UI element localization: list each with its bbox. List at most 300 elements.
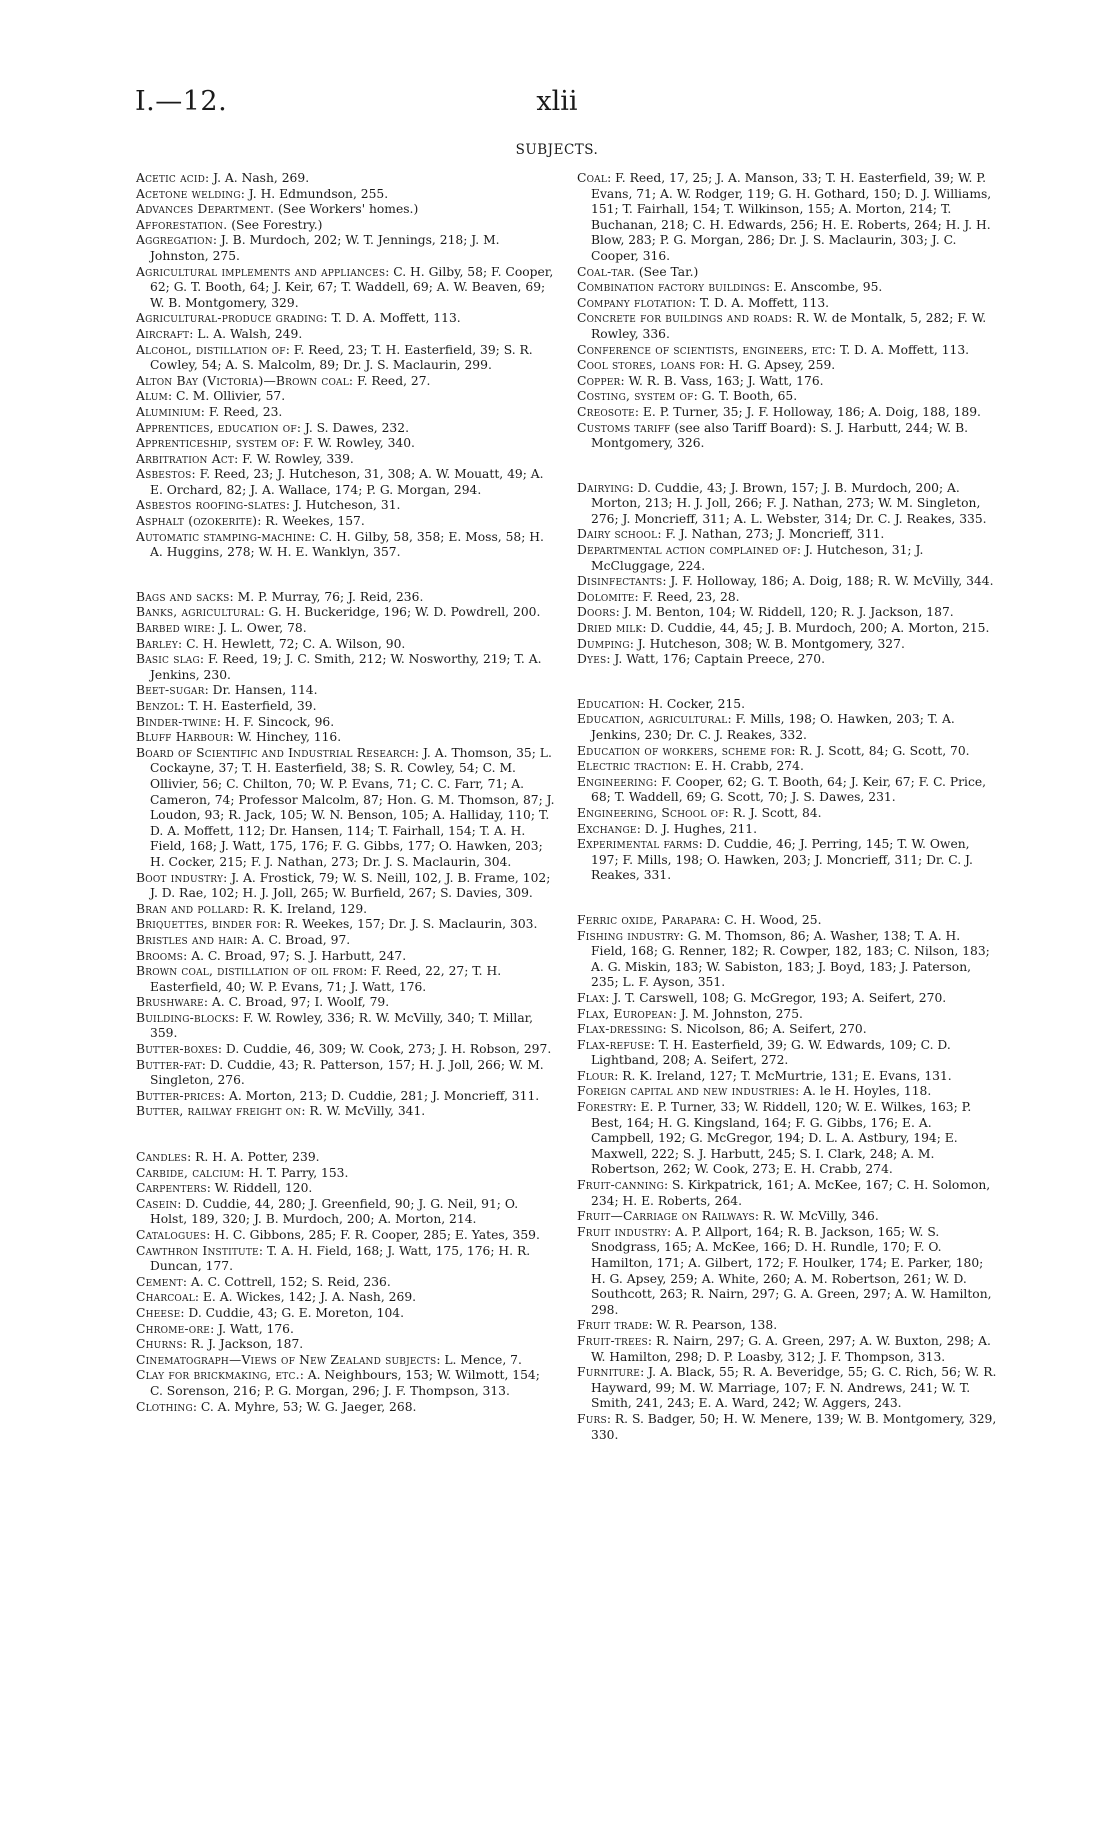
entry-heading: Education, agricultural bbox=[577, 712, 728, 727]
index-entry bbox=[136, 1089, 556, 1105]
entry-heading: Dolomite bbox=[577, 589, 635, 604]
index-entry bbox=[136, 405, 556, 421]
entry-references: : F. W. Rowley, 336; R. W. McVilly, 340; T. Millar, 359. bbox=[150, 1010, 534, 1041]
entry-references: : F. W. Rowley, 339. bbox=[234, 451, 354, 466]
entry-heading: Brushware bbox=[136, 995, 204, 1010]
index-entry bbox=[577, 822, 997, 838]
index-entry bbox=[136, 1400, 556, 1416]
entry-heading: Conference of scientists, engineers, etc bbox=[577, 342, 832, 357]
index-entry bbox=[577, 605, 997, 621]
entry-references: : A. le H. Hoyles, 118. bbox=[795, 1084, 932, 1099]
index-entry bbox=[136, 1104, 556, 1120]
entry-references: : C. H. Wood, 25. bbox=[716, 912, 822, 927]
index-entry bbox=[577, 543, 997, 574]
index-entry bbox=[136, 964, 556, 995]
entry-heading: Education of workers, scheme for bbox=[577, 743, 792, 758]
index-entry bbox=[577, 1209, 997, 1225]
index-column-left bbox=[136, 171, 556, 1415]
index-entry bbox=[577, 389, 997, 405]
index-entry bbox=[136, 871, 556, 902]
index-entry bbox=[136, 452, 556, 468]
entry-heading: Catalogues bbox=[136, 1228, 207, 1242]
entry-references: : C. H. Hewlett, 72; C. A. Wilson, 90. bbox=[178, 636, 406, 651]
entry-heading: Butter-prices bbox=[136, 1088, 221, 1103]
entry-references: : F. J. Nathan, 273; J. Moncrieff, 311. bbox=[657, 527, 885, 542]
index-entry bbox=[136, 1197, 556, 1228]
entry-references: (See Forestry.) bbox=[227, 217, 323, 232]
entry-heading: Afforestation. bbox=[136, 217, 228, 232]
entry-heading: Barley bbox=[136, 636, 179, 651]
entry-heading: Charcoal bbox=[136, 1290, 195, 1305]
entry-heading: Fruit—Carriage on Railways bbox=[577, 1209, 755, 1224]
entry-references: : A. P. Allport, 164; R. B. Jackson, 165; W. S. Snodgrass, 165; A. McKee, 166; D. H. Rundle, 170; F. O. Hamilton, 171; A. Gilbert, 172; F. Houlker, 174; E. Parker, 180; H. G. Apsey, 259; A. White, 260; A. M. Robertson, 261; W. D. Southcott, 263; R. Nairn, 297; G. A. Green, 297; A. W. Hamilton, 298. bbox=[591, 1224, 992, 1317]
index-entry bbox=[136, 933, 556, 949]
entry-heading: Aircraft bbox=[136, 326, 190, 341]
entry-references: : D. Cuddie, 43; G. E. Moreton, 104. bbox=[180, 1305, 405, 1320]
entry-references: : D. Cuddie, 46; J. Perring, 145; T. W. Owen, 197; F. Mills, 198; O. Hawken, 203; J. Moncrieff, 311; Dr. C. J. Reakes, 331. bbox=[591, 837, 973, 883]
entry-heading: Cinematograph—Views of New Zealand subjects bbox=[136, 1352, 437, 1367]
entry-references: : S. Kirkpatrick, 161; A. McKee, 167; C. H. Solomon, 234; H. E. Roberts, 264. bbox=[591, 1178, 991, 1208]
entry-references: : J. M. Benton, 104; W. Riddell, 120; R. J. Jackson, 187. bbox=[615, 605, 954, 620]
entry-references: : W. R. Pearson, 138. bbox=[648, 1318, 778, 1333]
index-entry bbox=[136, 590, 556, 606]
entry-references: : T. D. A. Moffett, 113. bbox=[691, 295, 830, 310]
entry-references: : F. Reed, 23; T. H. Easterfield, 39; S. R. Cowley, 54; A. S. Malcolm, 89; Dr. J. S. Maclaurin, 299. bbox=[150, 342, 533, 373]
index-entry bbox=[577, 621, 997, 637]
index-entry bbox=[577, 405, 997, 421]
entry-heading: Apprenticeship, system of bbox=[136, 436, 296, 451]
entry-heading: Fruit industry bbox=[577, 1224, 668, 1239]
index-entry bbox=[136, 343, 556, 374]
entry-heading: Education bbox=[577, 696, 641, 711]
index-entry bbox=[577, 1412, 997, 1443]
entry-references: : F. Reed, 17, 25; J. A. Manson, 33; T. H. Easterfield, 39; W. P. Evans, 71; A. W. Rodger, 119; G. H. Gothard, 150; D. J. Williams, 151; T. Fairhall, 154; T. Wilkinson, 155; A. Morton, 214; T. Buchanan, 218; C. H. Edwards, 256; H. E. Roberts, 264; H. J. H. Blow, 283; P. G. Morgan, 286; Dr. J. S. Maclaurin, 303; J. C. Cooper, 316. bbox=[591, 171, 992, 263]
entry-heading: Engineering, School of bbox=[577, 805, 725, 820]
entry-references: : E. Anscombe, 95. bbox=[765, 280, 883, 295]
index-entry bbox=[136, 1228, 556, 1244]
index-entry bbox=[577, 1334, 997, 1365]
index-entry bbox=[136, 498, 556, 514]
entry-heading: Fishing industry bbox=[577, 928, 680, 943]
section-spacer bbox=[577, 884, 997, 913]
entry-references: : J. A. Black, 55; R. A. Beveridge, 55; G. C. Rich, 56; W. R. Hayward, 99; M. W. Marriage, 107; F. N. Andrews, 241; W. T. Smith, 241, 243; E. A. Ward, 242; W. Aggers, 243. bbox=[591, 1365, 997, 1411]
index-entry bbox=[577, 358, 997, 374]
entry-heading: Asphalt (ozokerite) bbox=[136, 514, 258, 529]
entry-heading: Departmental action complained of bbox=[577, 543, 797, 558]
index-entry bbox=[577, 590, 997, 606]
page-number: xlii bbox=[536, 86, 578, 117]
entry-references: : T. D. A. Moffett, 113. bbox=[831, 342, 970, 357]
entry-references: : R. K. Ireland, 129. bbox=[244, 901, 368, 916]
entry-heading: Board of Scientific and Industrial Research bbox=[136, 745, 415, 760]
index-entry bbox=[136, 202, 556, 218]
entry-references: : W. Riddell, 120. bbox=[206, 1181, 313, 1196]
index-entry bbox=[136, 605, 556, 621]
entry-heading: Disinfectants bbox=[577, 574, 663, 589]
entry-heading: Flour bbox=[577, 1068, 615, 1083]
entry-references: : R. J. Jackson, 187. bbox=[182, 1337, 304, 1352]
entry-references: : H. Cocker, 215. bbox=[640, 696, 746, 711]
entry-references: : F. Reed, 23; J. Hutcheson, 31, 308; A. W. Mouatt, 49; A. E. Orchard, 82; J. A. Wallace, 174; P. G. Morgan, 294. bbox=[150, 467, 544, 497]
index-entry bbox=[136, 1244, 556, 1275]
entry-references: : J. B. Murdoch, 202; W. T. Jennings, 218; J. M. Johnston, 275. bbox=[150, 233, 500, 263]
entry-heading: Costing, system of bbox=[577, 389, 694, 404]
entry-references: : R. W. McVilly, 341. bbox=[301, 1104, 426, 1119]
index-entry bbox=[136, 467, 556, 498]
index-entry bbox=[577, 806, 997, 822]
entry-references: : J. Hutcheson, 31. bbox=[285, 498, 401, 513]
index-entry bbox=[136, 637, 556, 653]
index-entry bbox=[577, 1225, 997, 1319]
entry-references: : C. A. Myhre, 53; W. G. Jaeger, 268. bbox=[192, 1399, 417, 1414]
index-entry bbox=[136, 1011, 556, 1042]
index-entry bbox=[136, 699, 556, 715]
entry-references: : W. Hinchey, 116. bbox=[229, 730, 342, 745]
entry-references: (see also Tariff Board): S. J. Harbutt, 244; W. B. Montgomery, 326. bbox=[591, 420, 969, 451]
index-entry bbox=[136, 530, 556, 561]
entry-heading: Fruit-trees bbox=[577, 1333, 648, 1348]
entry-heading: Dairying bbox=[577, 480, 630, 495]
entry-references: : J. S. Dawes, 232. bbox=[296, 420, 409, 435]
entry-references: : F. Reed, 23, 28. bbox=[634, 589, 740, 604]
entry-references: : D. Cuddie, 46, 309; W. Cook, 273; J. H. Robson, 297. bbox=[217, 1042, 552, 1057]
entry-references: : G. M. Thomson, 86; A. Washer, 138; T. A. H. Field, 168; G. Renner, 182; R. Cowper, 182, 183; C. Nilson, 183; A. G. Miskin, 183; W. Sabiston, 183; J. Boyd, 183; J. Paterson, 235; L. F. Ayson, 351. bbox=[591, 928, 990, 990]
entry-heading: Aggregation bbox=[136, 233, 213, 248]
index-entry bbox=[136, 621, 556, 637]
index-entry bbox=[136, 652, 556, 683]
entry-references: : J. L. Ower, 78. bbox=[210, 621, 307, 636]
index-entry bbox=[577, 296, 997, 312]
entry-heading: Dyes bbox=[577, 652, 607, 667]
index-entry bbox=[577, 1100, 997, 1178]
entry-heading: Butter-boxes bbox=[136, 1042, 218, 1057]
entry-heading: Casein bbox=[136, 1196, 178, 1211]
entry-references: : J. Watt, 176. bbox=[210, 1321, 294, 1336]
entry-heading: Company flotation bbox=[577, 295, 692, 310]
index-entry bbox=[136, 917, 556, 933]
index-entry bbox=[577, 265, 997, 281]
entry-heading: Coal bbox=[577, 171, 608, 185]
entry-heading: Ferric oxide, Parapara bbox=[577, 912, 717, 927]
entry-references: : A. C. Cottrell, 152; S. Reid, 236. bbox=[182, 1274, 391, 1289]
index-entry bbox=[577, 712, 997, 743]
entry-heading: Candles bbox=[136, 1150, 188, 1165]
index-entry bbox=[136, 327, 556, 343]
entry-heading: Arbitration Act bbox=[136, 451, 235, 466]
entry-heading: Bags and sacks bbox=[136, 589, 230, 604]
index-entry bbox=[136, 233, 556, 264]
entry-references: : C. H. Gilby, 58; F. Cooper, 62; G. T. Booth, 64; J. Keir, 67; T. Waddell, 69; A. W. Beaven, 69; W. B. Montgomery, 329. bbox=[150, 264, 554, 310]
entry-references: : H. T. Parry, 153. bbox=[240, 1165, 349, 1180]
index-entry bbox=[577, 343, 997, 359]
index-entry bbox=[136, 436, 556, 452]
index-entry bbox=[136, 1058, 556, 1089]
section-spacer bbox=[136, 1120, 556, 1150]
entry-heading: Banks, agricultural bbox=[136, 605, 261, 620]
entry-heading: Furniture bbox=[577, 1365, 641, 1380]
entry-references: : T. D. A. Moffett, 113. bbox=[323, 311, 461, 326]
entry-heading: Building-blocks bbox=[136, 1010, 235, 1025]
index-entry bbox=[136, 1181, 556, 1197]
index-entry bbox=[577, 759, 997, 775]
entry-heading: Churns bbox=[136, 1337, 183, 1352]
entry-heading: Carpenters bbox=[136, 1181, 207, 1196]
entry-references: : H. G. Apsey, 259. bbox=[720, 358, 836, 373]
entry-references: : R. W. de Montalk, 5, 282; F. W. Rowley, 336. bbox=[591, 311, 987, 341]
entry-references: : A. Neighbours, 153; W. Wilmott, 154; C. Sorenson, 216; P. G. Morgan, 296; J. F. Thompson, 313. bbox=[150, 1368, 540, 1398]
index-entry bbox=[577, 775, 997, 806]
entry-heading: Agricultural implements and appliances bbox=[136, 264, 386, 279]
entry-references: : R. J. Scott, 84. bbox=[724, 805, 822, 820]
section-spacer bbox=[577, 452, 997, 481]
entry-references: : W. R. B. Vass, 163; J. Watt, 176. bbox=[620, 373, 824, 388]
entry-heading: Dairy school bbox=[577, 527, 658, 542]
entry-references: : F. W. Rowley, 340. bbox=[295, 436, 415, 451]
entry-references: : R. Nairn, 297; G. A. Green, 297; A. W. Buxton, 298; A. W. Hamilton, 298; D. P. Loasby, 312; J. F. Thompson, 313. bbox=[591, 1333, 991, 1364]
entry-references: : E. P. Turner, 33; W. Riddell, 120; W. E. Wilkes, 163; P. Best, 164; H. G. Kingsland, 164; F. G. Gibbs, 176; E. A. Campbell, 192; G. McGregor, 194; D. L. A. Astbury, 194; E. Maxwell, 222; S. J. Harbutt, 245; S. I. Clark, 248; A. M. Robertson, 262; W. Cook, 273; E. H. Crabb, 274. bbox=[591, 1100, 972, 1177]
entry-references: : F. Reed, 22, 27; T. H. Easterfield, 40; W. P. Evans, 71; J. Watt, 176. bbox=[150, 964, 502, 994]
entry-references: : R. Weekes, 157; Dr. J. S. Maclaurin, 303. bbox=[276, 917, 538, 932]
index-entry bbox=[577, 1038, 997, 1069]
index-column-right bbox=[577, 171, 997, 1443]
index-entry bbox=[577, 744, 997, 760]
entry-heading: Customs tariff bbox=[577, 420, 671, 435]
entry-references: : R. S. Badger, 50; H. W. Menere, 139; W. B. Montgomery, 329, 330. bbox=[591, 1411, 997, 1442]
entry-heading: Cheese bbox=[136, 1305, 181, 1320]
index-entry bbox=[136, 187, 556, 203]
entry-references: : R. W. McVilly, 346. bbox=[754, 1209, 879, 1224]
index-entry bbox=[136, 1150, 556, 1166]
entry-heading: Advances Department. bbox=[136, 202, 275, 217]
entry-references: : T. H. Easterfield, 39. bbox=[180, 699, 317, 713]
entry-references: : F. Reed, 19; J. C. Smith, 212; W. Nosworthy, 219; T. A. Jenkins, 230. bbox=[150, 652, 542, 682]
entry-heading: Copper bbox=[577, 373, 621, 388]
entry-references: : G. H. Buckeridge, 196; W. D. Powdrell, 200. bbox=[260, 605, 541, 620]
index-entry bbox=[136, 730, 556, 746]
index-entry bbox=[136, 1042, 556, 1058]
index-entry bbox=[136, 1368, 556, 1399]
entry-heading: Cool stores, loans for bbox=[577, 358, 721, 373]
entry-heading: Acetone welding bbox=[136, 186, 241, 201]
entry-heading: Asbestos roofing-slates bbox=[136, 498, 286, 513]
entry-references: : J. H. Edmundson, 255. bbox=[240, 186, 389, 201]
entry-heading: Concrete for buildings and roads bbox=[577, 311, 789, 326]
entry-heading: Beet-sugar bbox=[136, 683, 205, 698]
index-entry bbox=[136, 995, 556, 1011]
entry-heading: Cawthron Institute bbox=[136, 1243, 259, 1258]
entry-references: : D. Cuddie, 43; R. Patterson, 157; H. J. Joll, 266; W. M. Singleton, 276. bbox=[150, 1057, 544, 1088]
entry-heading: Flax-dressing bbox=[577, 1022, 663, 1037]
index-entry bbox=[136, 746, 556, 871]
index-entry bbox=[577, 421, 997, 452]
entry-references: : M. P. Murray, 76; J. Reid, 236. bbox=[229, 589, 424, 604]
entry-heading: Apprentices, education of bbox=[136, 420, 297, 435]
index-entry bbox=[136, 514, 556, 530]
index-entry bbox=[577, 1365, 997, 1412]
entry-references: : C. H. Gilby, 58, 358; E. Moss, 58; H. A. Huggins, 278; W. H. E. Wanklyn, 357. bbox=[150, 529, 544, 560]
entry-references: : F. Mills, 198; O. Hawken, 203; T. A. Jenkins, 230; Dr. C. J. Reakes, 332. bbox=[591, 712, 955, 742]
entry-heading: Alcohol, distillation of bbox=[136, 342, 286, 357]
index-entry bbox=[577, 1084, 997, 1100]
entry-heading: Cement bbox=[136, 1274, 183, 1289]
entry-heading: Briquettes, binder for bbox=[136, 917, 277, 932]
entry-references: : D. Cuddie, 44, 45; J. B. Murdoch, 200; A. Morton, 215. bbox=[642, 621, 990, 636]
index-entry bbox=[577, 1318, 997, 1334]
entry-references: : H. C. Gibbons, 285; F. R. Cooper, 285; E. Yates, 359. bbox=[206, 1228, 540, 1242]
entry-heading: Dumping bbox=[577, 636, 630, 651]
entry-heading: Clay for brickmaking, etc. bbox=[136, 1368, 300, 1383]
entry-references: : R. K. Ireland, 127; T. McMurtrie, 131; E. Evans, 131. bbox=[614, 1068, 952, 1083]
index-entry bbox=[136, 1353, 556, 1369]
entry-heading: Coal-tar. bbox=[577, 264, 635, 279]
entry-references: : J. F. Holloway, 186; A. Doig, 188; R. W. McVilly, 344. bbox=[662, 574, 994, 589]
index-entry bbox=[136, 1322, 556, 1338]
entry-references: : A. C. Broad, 97. bbox=[243, 932, 351, 947]
index-entry bbox=[136, 265, 556, 312]
index-entry bbox=[577, 929, 997, 991]
index-entry bbox=[577, 1069, 997, 1085]
index-entry bbox=[577, 1007, 997, 1023]
entry-references: : E. H. Crabb, 274. bbox=[686, 759, 804, 774]
entry-references: : L. Mence, 7. bbox=[436, 1352, 522, 1367]
entry-heading: Barbed wire bbox=[136, 621, 211, 636]
entry-heading: Alton Bay (Victoria)—Brown coal bbox=[136, 373, 349, 388]
index-entry bbox=[577, 171, 997, 265]
index-entry bbox=[577, 991, 997, 1007]
entry-heading: Chrome-ore bbox=[136, 1321, 211, 1336]
entry-references: : S. Nicolson, 86; A. Seifert, 270. bbox=[662, 1022, 867, 1037]
entry-references: : D. Cuddie, 43; J. Brown, 157; J. B. Murdoch, 200; A. Morton, 213; H. J. Joll, 266; F. J. Nathan, 273; W. M. Singleton, 276; J. Moncrieff, 311; A. L. Webster, 314; Dr. C. J. Reakes, 335. bbox=[591, 480, 987, 526]
entry-heading: Alum bbox=[136, 389, 168, 404]
entry-heading: Doors bbox=[577, 605, 616, 620]
entry-references: : F. Reed, 27. bbox=[348, 373, 431, 388]
entry-heading: Asbestos bbox=[136, 467, 192, 482]
entry-heading: Acetic acid bbox=[136, 171, 206, 185]
entry-heading: Furs bbox=[577, 1411, 607, 1426]
index-entry bbox=[136, 1166, 556, 1182]
entry-heading: Fruit trade bbox=[577, 1318, 649, 1333]
index-entry bbox=[577, 913, 997, 929]
index-entry bbox=[577, 1022, 997, 1038]
entry-heading: Electric traction bbox=[577, 759, 687, 774]
section-spacer bbox=[136, 561, 556, 590]
entry-references: : J. Watt, 176; Captain Preece, 270. bbox=[606, 652, 826, 667]
entry-heading: Butter-fat bbox=[136, 1057, 202, 1072]
entry-references: : J. A. Thomson, 35; L. Cockayne, 37; T. H. Easterfield, 38; S. R. Cowley, 54; C. M. Ollivier, 56; C. Chilton, 70; W. P. Evans, 71; C. C. Farr, 71; A. Cameron, 74; Professor Malcolm, 87; Hon. G. M. Thomson, 87; J. Loudon, 93; R. Jack, 105; W. N. Benson, 105; A. Halliday, 110; T. D. A. Moffett, 112; Dr. Hansen, 114; T. Fairhall, 154; T. A. H. Field, 168; J. Watt, 175, 176; F. G. Gibbs, 177; O. Hawken, 203; H. Cocker, 215; F. J. Nathan, 273; Dr. J. S. Maclaurin, 304. bbox=[150, 745, 555, 869]
entry-heading: Foreign capital and new industries bbox=[577, 1084, 796, 1099]
index-entry bbox=[136, 683, 556, 699]
entry-heading: Butter, railway freight on bbox=[136, 1104, 302, 1119]
entry-heading: Brown coal, distillation of oil from bbox=[136, 964, 364, 979]
entry-references: : R. H. A. Potter, 239. bbox=[187, 1150, 320, 1165]
index-entry bbox=[577, 637, 997, 653]
entry-references: : J. A. Nash, 269. bbox=[205, 171, 310, 185]
entry-references: : C. M. Ollivier, 57. bbox=[167, 389, 286, 404]
section-spacer bbox=[577, 668, 997, 697]
entry-heading: Brooms bbox=[136, 948, 184, 963]
index-entry bbox=[577, 697, 997, 713]
entry-heading: Dried milk bbox=[577, 621, 643, 636]
entry-references: : A. C. Broad, 97; S. J. Harbutt, 247. bbox=[183, 948, 407, 963]
entry-references: : E. P. Turner, 35; J. F. Holloway, 186; A. Doig, 188, 189. bbox=[634, 404, 981, 419]
entry-heading: Bran and pollard bbox=[136, 901, 245, 916]
index-entry bbox=[136, 1290, 556, 1306]
index-entry bbox=[577, 280, 997, 296]
page-reference: I.—12. bbox=[135, 86, 228, 117]
entry-heading: Flax-refuse bbox=[577, 1037, 651, 1052]
entry-heading: Combination factory buildings bbox=[577, 280, 766, 295]
entry-heading: Exchange bbox=[577, 821, 637, 836]
entry-references: : L. A. Walsh, 249. bbox=[189, 326, 303, 341]
entry-heading: Clothing bbox=[136, 1399, 193, 1414]
index-entry bbox=[577, 481, 997, 528]
entry-references: : F. Cooper, 62; G. T. Booth, 64; J. Keir, 67; F. C. Price, 68; T. Waddell, 69; G. Scott, 70; J. S. Dawes, 231. bbox=[591, 774, 987, 805]
index-entry bbox=[577, 311, 997, 342]
entry-references: : E. A. Wickes, 142; J. A. Nash, 269. bbox=[194, 1290, 417, 1305]
entry-references: : D. Cuddie, 44, 280; J. Greenfield, 90; J. G. Neil, 91; O. Holst, 189, 320; J. B. Murdoch, 200; A. Morton, 214. bbox=[150, 1196, 519, 1227]
index-entry bbox=[136, 1337, 556, 1353]
index-entry bbox=[136, 374, 556, 390]
index-entry bbox=[136, 1306, 556, 1322]
entry-heading: Bluff Harbour bbox=[136, 730, 230, 745]
entry-heading: Basic slag bbox=[136, 652, 200, 667]
entry-references: : J. M. Johnston, 275. bbox=[672, 1006, 803, 1021]
entry-references: : J. A. Frostick, 79; W. S. Neill, 102, J. B. Frame, 102; J. D. Rae, 102; H. J. Joll, 265; W. Burfield, 267; S. Davies, 309. bbox=[150, 870, 551, 901]
entry-references: : J. T. Carswell, 108; G. McGregor, 193; A. Seifert, 270. bbox=[605, 990, 947, 1005]
entry-heading: Boot industry bbox=[136, 870, 224, 885]
entry-references: : F. Reed, 23. bbox=[200, 404, 283, 419]
entry-heading: Bristles and hair bbox=[136, 932, 244, 947]
index-entry bbox=[577, 374, 997, 390]
index-entry bbox=[136, 715, 556, 731]
entry-heading: Benzol bbox=[136, 699, 181, 713]
entry-references: : T. A. H. Field, 168; J. Watt, 175, 176; H. R. Duncan, 177. bbox=[150, 1243, 531, 1274]
entry-references: (See Workers' homes.) bbox=[274, 202, 419, 217]
index-entry bbox=[577, 574, 997, 590]
entry-heading: Engineering bbox=[577, 774, 654, 789]
entry-references: (See Tar.) bbox=[634, 264, 699, 279]
index-entry bbox=[136, 902, 556, 918]
entry-heading: Carbide, calcium bbox=[136, 1165, 241, 1180]
index-entry bbox=[577, 527, 997, 543]
index-entry bbox=[136, 311, 556, 327]
index-entry bbox=[577, 1178, 997, 1209]
entry-references: : T. H. Easterfield, 39; G. W. Edwards, 109; C. D. Lightband, 208; A. Seifert, 272. bbox=[591, 1037, 951, 1068]
entry-heading: Automatic stamping-machine bbox=[136, 529, 312, 544]
entry-heading: Aluminium bbox=[136, 404, 201, 419]
index-entry bbox=[136, 949, 556, 965]
entry-references: : H. F. Sincock, 96. bbox=[216, 714, 335, 729]
index-entry bbox=[136, 389, 556, 405]
index-entry bbox=[577, 652, 997, 668]
entry-references: : R. Weekes, 157. bbox=[257, 514, 365, 529]
entry-heading: Experimental farms bbox=[577, 837, 699, 852]
entry-references: : A. Morton, 213; D. Cuddie, 281; J. Moncrieff, 311. bbox=[220, 1088, 540, 1103]
entry-heading: Fruit-canning bbox=[577, 1178, 664, 1193]
entry-heading: Creosote bbox=[577, 404, 635, 419]
index-entry bbox=[136, 218, 556, 234]
index-entry bbox=[136, 1275, 556, 1291]
entry-heading: Agricultural-produce grading bbox=[136, 311, 324, 326]
entry-references: : Dr. Hansen, 114. bbox=[204, 683, 318, 698]
index-entry bbox=[136, 421, 556, 437]
entry-references: : J. Hutcheson, 308; W. B. Montgomery, 327. bbox=[629, 636, 905, 651]
entry-heading: Flax, European bbox=[577, 1006, 673, 1021]
entry-heading: Forestry bbox=[577, 1100, 633, 1115]
entry-references: : J. Hutcheson, 31; J. McCluggage, 224. bbox=[591, 543, 924, 573]
index-entry bbox=[136, 171, 556, 187]
entry-references: : A. C. Broad, 97; I. Woolf, 79. bbox=[203, 995, 390, 1010]
